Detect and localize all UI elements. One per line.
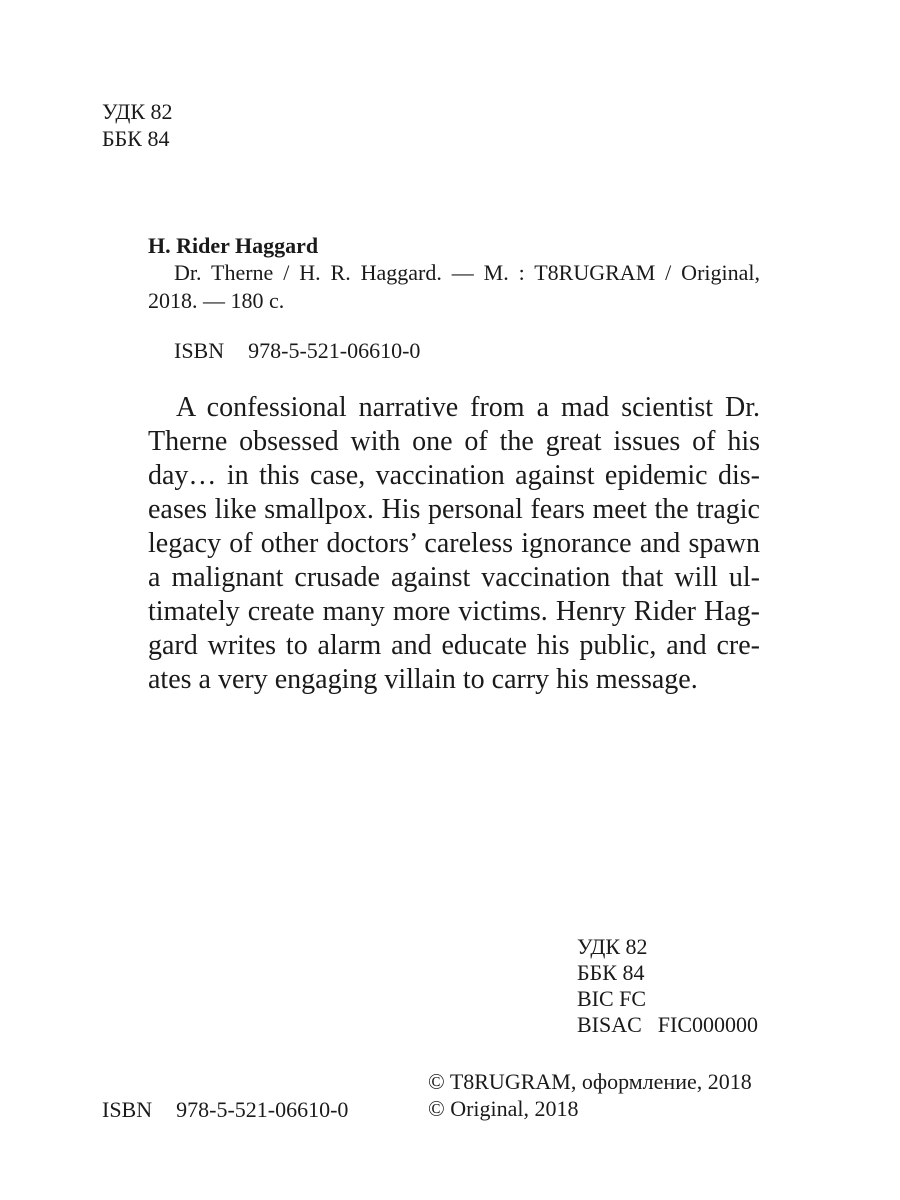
book-abstract: A confessional narrative from a mad scientist Dr. Therne obsessed with one of the great issues of his day… in this case, vaccination against epidemic diseases like smallpox. His personal fears meet the tragic legacy of other doctors’ careless ignorance and spawn a malignant crusade against vaccination that will ultimately create many more victims. Henry Rider Haggard writes to alarm and educate his public, and creates a very engaging villain to carry his message. bbox=[148, 392, 760, 695]
bibliographic-reference: Dr. Therne / H. R. Haggard. — M. : T8RUGRAM / Original, 2018. — 180 c. bbox=[148, 260, 760, 313]
udk-code: УДК 82 bbox=[102, 99, 173, 124]
isbn-record bbox=[174, 337, 420, 364]
udk-code-bottom: УДК 82 bbox=[577, 934, 648, 959]
isbn-footer-number: 978-5-521-06610-0 bbox=[176, 1097, 349, 1122]
bbk-code: ББК 84 bbox=[102, 126, 170, 151]
copyright-block bbox=[428, 1068, 752, 1122]
bbk-code-bottom: ББК 84 bbox=[577, 960, 645, 985]
copyright-publisher: © T8RUGRAM, оформление, 2018 bbox=[428, 1069, 752, 1094]
bic-code: BIC FC bbox=[577, 986, 647, 1011]
bisac-code: FIC000000 bbox=[657, 1012, 759, 1037]
isbn-label: ISBN bbox=[174, 338, 225, 363]
bisac-line bbox=[577, 1012, 758, 1038]
author-name: H. Rider Haggard bbox=[148, 233, 319, 258]
isbn-footer-label: ISBN bbox=[102, 1097, 153, 1122]
isbn-number: 978-5-521-06610-0 bbox=[248, 338, 421, 363]
udc-block-bottom bbox=[577, 934, 758, 1038]
udc-block-top bbox=[102, 98, 173, 152]
isbn-footer bbox=[102, 1096, 348, 1123]
copyright-original: © Original, 2018 bbox=[428, 1096, 579, 1121]
bisac-label: BISAC bbox=[577, 1012, 642, 1037]
